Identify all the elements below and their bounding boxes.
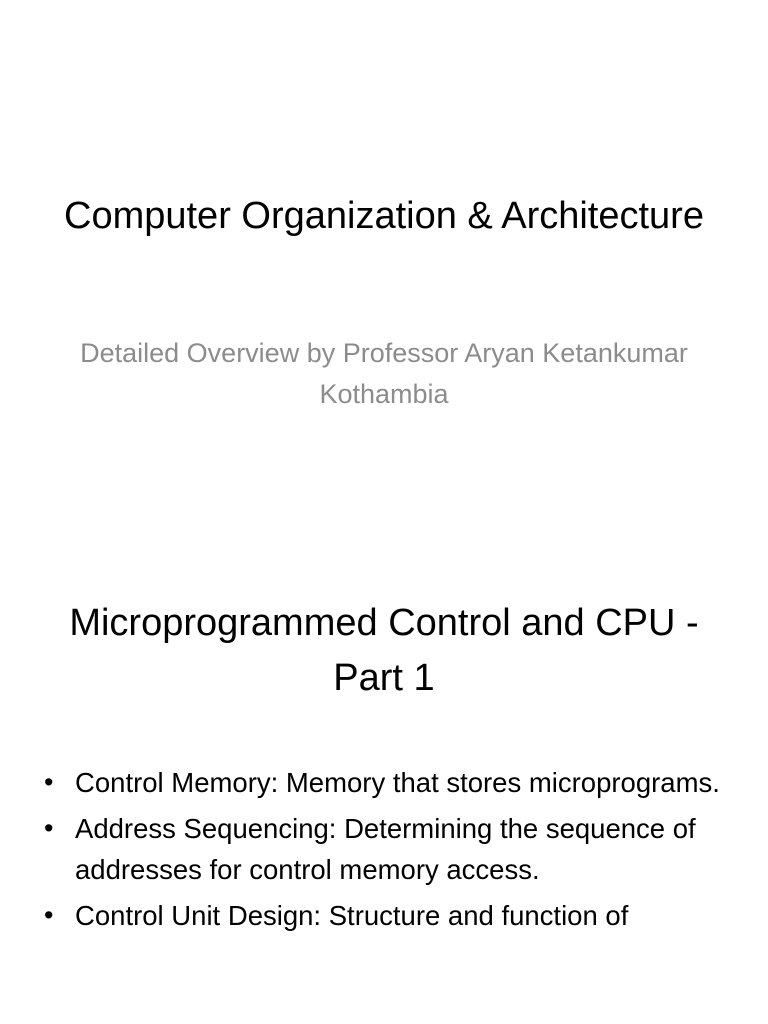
bullet-icon: • [44,900,54,930]
bullet-icon: • [44,767,54,797]
bullet-text: Control Unit Design: Structure and function of [75,900,629,931]
slide-subtitle: Detailed Overview by Professor Aryan Ketankumar Kothambia [80,338,688,409]
slide-title: Microprogrammed Control and CPU - Part 1 [69,602,699,699]
list-item [44,762,734,803]
slide-title: Computer Organization & Architecture [64,195,704,237]
list-item [44,895,734,936]
list-item [44,808,734,890]
bullet-icon: • [44,813,54,843]
bullet-text: Control Memory: Memory that stores microprograms. [75,767,720,798]
bullet-list [44,762,734,941]
bullet-text: Address Sequencing: Determining the sequence of addresses for control memory access. [75,813,696,885]
